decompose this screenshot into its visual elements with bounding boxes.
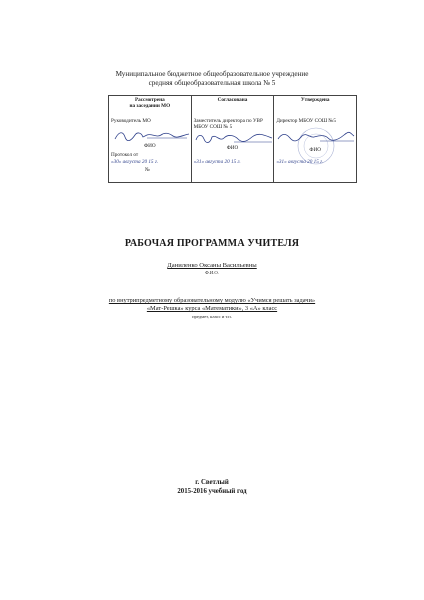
agreed-role-line2: МБОУ СОШ № 5 bbox=[193, 124, 233, 130]
approved-heading: Утверждена bbox=[300, 97, 330, 103]
agreed-signature bbox=[194, 132, 274, 146]
reviewed-heading-line1: Рассмотрена bbox=[134, 97, 165, 103]
agreed-heading: Согласована bbox=[217, 97, 248, 103]
reviewed-protocol-label: Протокол от bbox=[111, 152, 139, 158]
agreed-role-line1: Заместитель директора по УВР bbox=[193, 118, 263, 124]
approval-cell-agreed bbox=[191, 96, 274, 183]
footer-year: 2015-2016 учебный год bbox=[177, 488, 247, 495]
module-line2: «Мат-Решка» курса «Математики», 3 «А» класс bbox=[146, 305, 278, 312]
teacher-name-line bbox=[0, 262, 424, 269]
module-caption: предмет, класс и т.п. bbox=[192, 314, 232, 319]
reviewed-signature bbox=[113, 129, 191, 143]
approved-date: «31» августа 20 15 г. bbox=[276, 159, 324, 165]
agreed-date: «31» августа 20 15 г. bbox=[193, 159, 241, 165]
approved-fio-label: ФИО bbox=[309, 147, 321, 153]
reviewed-date: «30» августа 20 15 г. bbox=[111, 159, 159, 165]
teacher-name: Даниленко Оксаны Васильевны bbox=[167, 262, 257, 269]
school-header-line1: Муниципальное бюджетное общеобразовательное учреждение bbox=[115, 70, 309, 78]
agreed-fio-label: ФИО bbox=[226, 145, 239, 151]
reviewed-role: Руководитель МО bbox=[111, 118, 151, 124]
document-footer bbox=[0, 478, 424, 496]
module-line1: по внутрипредметному образовательному модулю «Учимся решать задачи» bbox=[108, 297, 316, 304]
footer-city: г. Светлый bbox=[195, 479, 229, 486]
approval-cell-approved bbox=[274, 96, 357, 183]
school-header-line2: средняя общеобразовательная школа № 5 bbox=[148, 79, 276, 87]
approved-role: Директор МБОУ СОШ №5 bbox=[276, 118, 336, 124]
program-title: РАБОЧАЯ ПРОГРАММА УЧИТЕЛЯ bbox=[124, 238, 300, 249]
teacher-caption: Ф.И.О. bbox=[205, 270, 219, 275]
school-header bbox=[0, 70, 424, 88]
approvals-table bbox=[108, 95, 357, 183]
approval-cell-reviewed bbox=[109, 96, 192, 183]
reviewed-fio-label: ФИО bbox=[144, 143, 156, 149]
approved-signature bbox=[276, 130, 356, 144]
module-description bbox=[0, 297, 424, 313]
reviewed-number-label: № bbox=[145, 167, 150, 173]
reviewed-heading-line2: на заседании МО bbox=[129, 103, 171, 109]
